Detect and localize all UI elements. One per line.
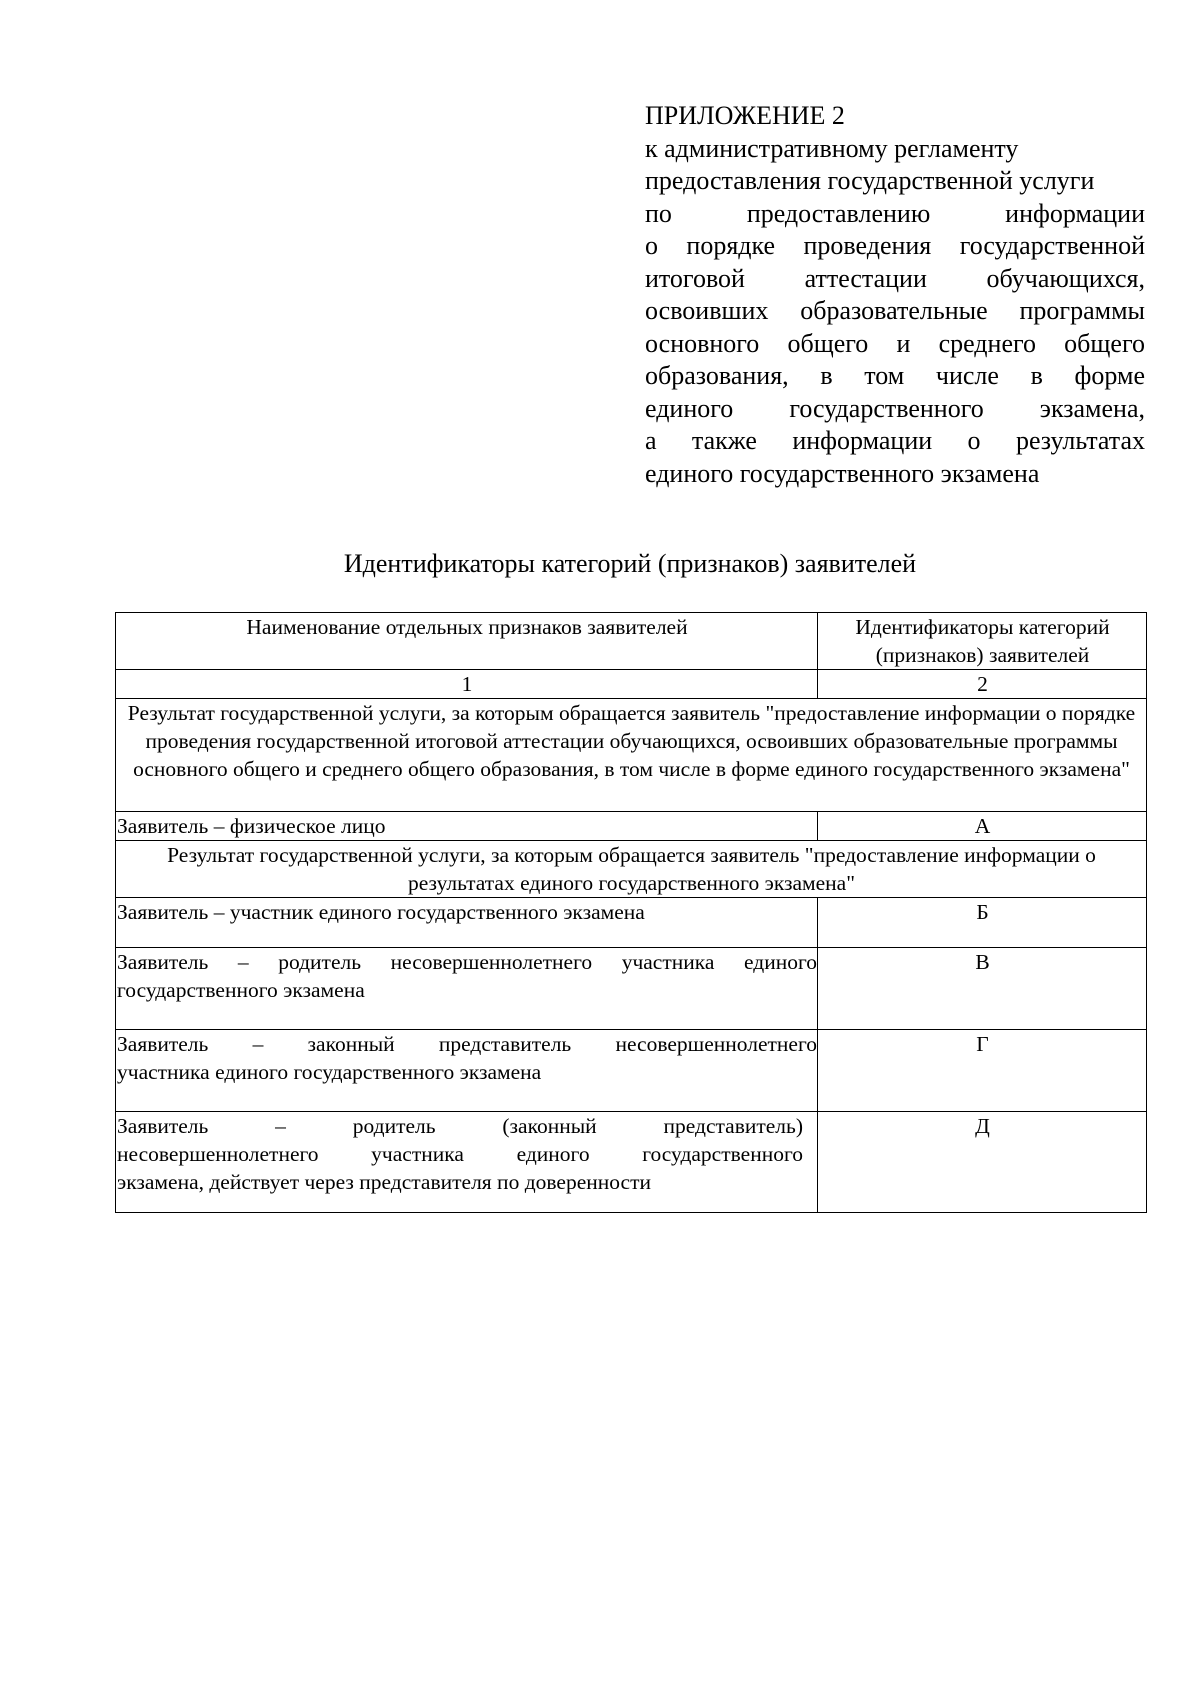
appendix-line: предоставления государственной услуги — [645, 166, 1095, 195]
table-header-row — [116, 613, 1147, 670]
header-cell-identifier: Идентификаторы категорий (признаков) заявителей — [818, 613, 1147, 670]
applicant-name-line: Заявитель – родитель несовершеннолетнего участника единого — [117, 950, 817, 974]
table-row — [116, 898, 1147, 948]
applicant-id-cell: Г — [818, 1030, 1147, 1112]
applicant-name-cell: Заявитель – участник единого государственного экзамена — [116, 898, 818, 948]
appendix-line: а также информации о результатах — [645, 426, 1145, 455]
appendix-line: по предоставлению информации — [645, 198, 1145, 228]
applicant-name-line: несовершеннолетнего участника единого государственного — [117, 1142, 803, 1166]
appendix-line: единого государственного экзамена, — [645, 393, 1145, 423]
table-section-row — [116, 699, 1147, 812]
column-number-1: 1 — [116, 670, 818, 699]
identifiers-table-wrap — [115, 612, 1146, 1213]
appendix-line: к административному регламенту — [645, 133, 1019, 163]
identifiers-table — [115, 612, 1147, 1213]
applicant-name-line: участника единого государственного экзамена — [117, 1060, 542, 1084]
appendix-line: образования, в том числе в форме — [645, 361, 1145, 390]
table-row — [116, 1030, 1147, 1112]
section-result-gia: Результат государственной услуги, за которым обращается заявитель "предоставление информации о порядке проведения государственной итоговой аттестации обучающихся, освоивших образовательные программы основного общего и среднего общего образования, в том числе в форме единого государственного экзамена" — [116, 699, 1147, 812]
applicant-id-cell: А — [818, 812, 1147, 841]
appendix-line: освоивших образовательные программы — [645, 296, 1145, 325]
applicant-name-line: экзамена, действует через представителя по доверенности — [117, 1170, 651, 1194]
applicant-name-cell — [116, 1030, 818, 1112]
appendix-line: единого государственного экзамена — [645, 458, 1040, 488]
applicant-name-cell: Заявитель – физическое лицо — [116, 812, 818, 841]
applicant-name-line: Заявитель – родитель (законный представитель) — [117, 1114, 803, 1138]
appendix-block — [645, 100, 1145, 490]
applicant-id-cell: Б — [818, 898, 1147, 948]
table-row — [116, 1112, 1147, 1213]
applicant-id-cell: Д — [818, 1112, 1147, 1213]
appendix-line: основного общего и среднего общего — [645, 328, 1145, 358]
applicant-id-cell: В — [818, 948, 1147, 1030]
document-heading: Идентификаторы категорий (признаков) заявителей — [343, 549, 917, 578]
applicant-name-cell — [116, 1112, 818, 1213]
applicant-name-cell — [116, 948, 818, 1030]
table-section-row — [116, 841, 1147, 898]
applicant-name-line: государственного экзамена — [117, 978, 365, 1002]
table-number-row — [116, 670, 1147, 699]
table-row — [116, 948, 1147, 1030]
appendix-line: о порядке проведения государственной — [645, 231, 1145, 260]
appendix-title: ПРИЛОЖЕНИЕ 2 — [645, 101, 845, 130]
appendix-body — [645, 133, 1145, 491]
header-cell-name: Наименование отдельных признаков заявителей — [116, 613, 818, 670]
column-number-2: 2 — [818, 670, 1147, 699]
applicant-name-line: Заявитель – законный представитель несовершеннолетнего — [117, 1032, 817, 1056]
appendix-line: итоговой аттестации обучающихся, — [645, 263, 1145, 293]
table-row — [116, 812, 1147, 841]
section-result-ege: Результат государственной услуги, за которым обращается заявитель "предоставление информации о результатах единого государственного экзамена" — [116, 841, 1147, 898]
